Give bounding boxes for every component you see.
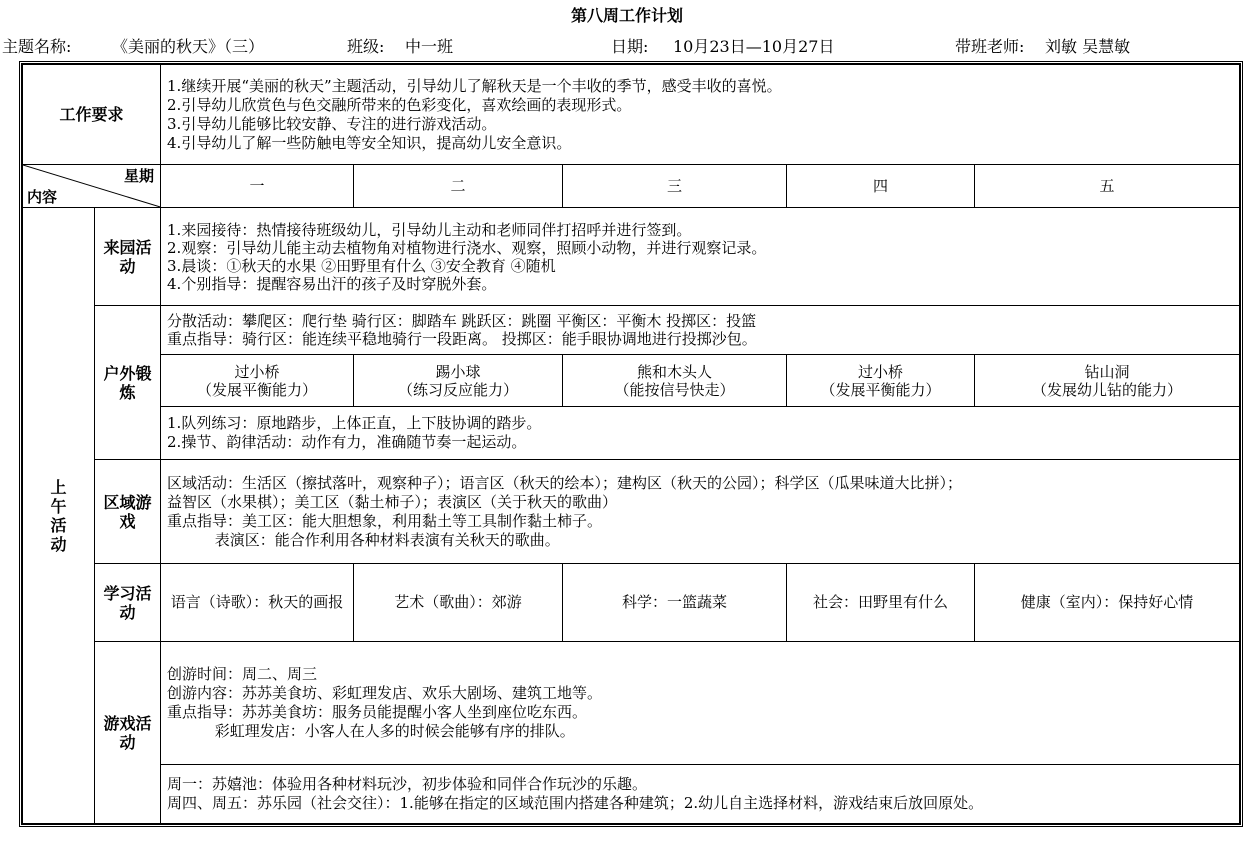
day-thursday: 四	[787, 165, 975, 208]
outdoor-label: 户外锻炼	[95, 306, 161, 460]
week-label: 星期	[124, 167, 155, 186]
learning-row	[23, 564, 1240, 642]
weekday-header-row	[23, 165, 1240, 208]
day-friday: 五	[975, 165, 1240, 208]
date-value: 10月23日—10月27日	[673, 37, 835, 56]
play-content: 创游时间：周二、周三 创游内容：苏苏美食坊、彩虹理发店、欢乐大剧场、建筑工地等。 重点指导：苏苏美食坊：服务员能提醒小客人坐到座位吃东西。 彩虹理发店：小客人在人多的时候会能够有序的排队。	[161, 642, 1240, 765]
day-tuesday: 二	[354, 165, 563, 208]
learning-fri: 健康（室内）：保持好心情	[975, 564, 1240, 642]
play-label: 游戏活动	[95, 642, 161, 824]
outdoor-game-fri: 钻山洞 （发展幼儿钻的能力）	[975, 355, 1240, 407]
outdoor-games-row	[23, 355, 1240, 407]
theme-label: 主题名称:	[2, 37, 72, 56]
outdoor-game-tue: 踢小球 （练习反应能力）	[354, 355, 563, 407]
day-wednesday: 三	[563, 165, 787, 208]
date-label: 日期:	[611, 37, 649, 56]
requirements-label: 工作要求	[23, 65, 161, 165]
teacher-value: 刘敏 吴慧敏	[1045, 37, 1131, 56]
requirement-item: 4.引导幼儿了解一些防触电等安全知识，提高幼儿安全意识。	[167, 133, 572, 152]
area-games-label: 区域游戏	[95, 460, 161, 564]
learning-wed: 科学：一篮蔬菜	[563, 564, 787, 642]
area-games-row	[23, 460, 1240, 564]
area-games-content: 区域活动：生活区（擦拭落叶，观察种子）；语言区（秋天的绘本）；建构区（秋天的公园）；科学区（瓜果味道大比拼）； 益智区（水果棋）；美工区（黏土柿子）；表演区（关于秋天的歌曲） 重点指导：美工区：能大胆想象，利用黏土等工具制作黏土柿子。 表演区：能合作利用各种材料表演有关秋天的歌曲。	[161, 460, 1240, 564]
outdoor-activity-content: 分散活动：攀爬区：爬行垫 骑行区：脚踏车 跳跃区：跳圈 平衡区：平衡木 投掷区：投篮 重点指导：骑行区：能连续平稳地骑行一段距离。 投掷区：能手眼协调地进行投掷沙包。	[161, 306, 1240, 355]
plan-table-frame	[19, 61, 1243, 827]
morning-activities-label: 上 午 活 动	[23, 208, 95, 824]
day-monday: 一	[161, 165, 354, 208]
outdoor-drill-content: 1.队列练习：原地踏步，上体正直，上下肢协调的踏步。 2.操节、韵律活动：动作有力，准确随节奏一起运动。	[161, 407, 1240, 460]
class-label: 班级:	[347, 37, 385, 56]
requirements-row	[23, 65, 1240, 165]
learning-thu: 社会：田野里有什么	[787, 564, 975, 642]
plan-table	[22, 64, 1240, 824]
learning-tue: 艺术（歌曲）：郊游	[354, 564, 563, 642]
outdoor-drill-row	[23, 407, 1240, 460]
requirement-item: 2.引导幼儿欣赏色与色交融所带来的色彩变化，喜欢绘画的表现形式。	[167, 95, 632, 114]
play-outdoor-content: 周一：苏嬉池：体验用各种材料玩沙，初步体验和同伴合作玩沙的乐趣。 周四、周五：苏乐园（社会交往）：1.能够在指定的区域范围内搭建各种建筑；2.幼儿自主选择材料，游戏结束后放回原处。	[161, 764, 1240, 823]
arrival-row	[23, 208, 1240, 306]
requirements-content	[161, 65, 1240, 165]
arrival-content: 1.来园接待：热情接待班级幼儿，引导幼儿主动和老师同伴打招呼并进行签到。 2.观察：引导幼儿能主动去植物角对植物进行浇水、观察，照顾小动物，并进行观察记录。 3.晨谈：①秋天的水果 ②田野里有什么 ③安全教育 ④随机 4.个别指导：提醒容易出汗的孩子及时穿脱外套。	[161, 208, 1240, 306]
play-row	[23, 642, 1240, 765]
learning-mon: 语言（诗歌）：秋天的画报	[161, 564, 354, 642]
play-outdoor-row	[23, 764, 1240, 823]
page-title: 第八周工作计划	[570, 6, 683, 25]
outdoor-activity-row	[23, 306, 1240, 355]
content-label: 内容	[27, 188, 58, 206]
arrival-label: 来园活动	[95, 208, 161, 306]
outdoor-game-wed: 熊和木头人 （能按信号快走）	[563, 355, 787, 407]
plan-meta	[0, 34, 1254, 56]
header-diagonal-cell	[23, 165, 161, 208]
requirement-item: 1.继续开展“美丽的秋天”主题活动，引导幼儿了解秋天是一个丰收的季节，感受丰收的喜悦。	[167, 76, 782, 95]
outdoor-game-mon: 过小桥 （发展平衡能力）	[161, 355, 354, 407]
outdoor-game-thu: 过小桥 （发展平衡能力）	[787, 355, 975, 407]
teacher-label: 带班老师:	[955, 37, 1025, 56]
theme-value: 《美丽的秋天》（三）	[112, 37, 265, 56]
learning-label: 学习活动	[95, 564, 161, 642]
class-value: 中一班	[405, 37, 454, 56]
requirement-item: 3.引导幼儿能够比较安静、专注的进行游戏活动。	[167, 114, 497, 133]
